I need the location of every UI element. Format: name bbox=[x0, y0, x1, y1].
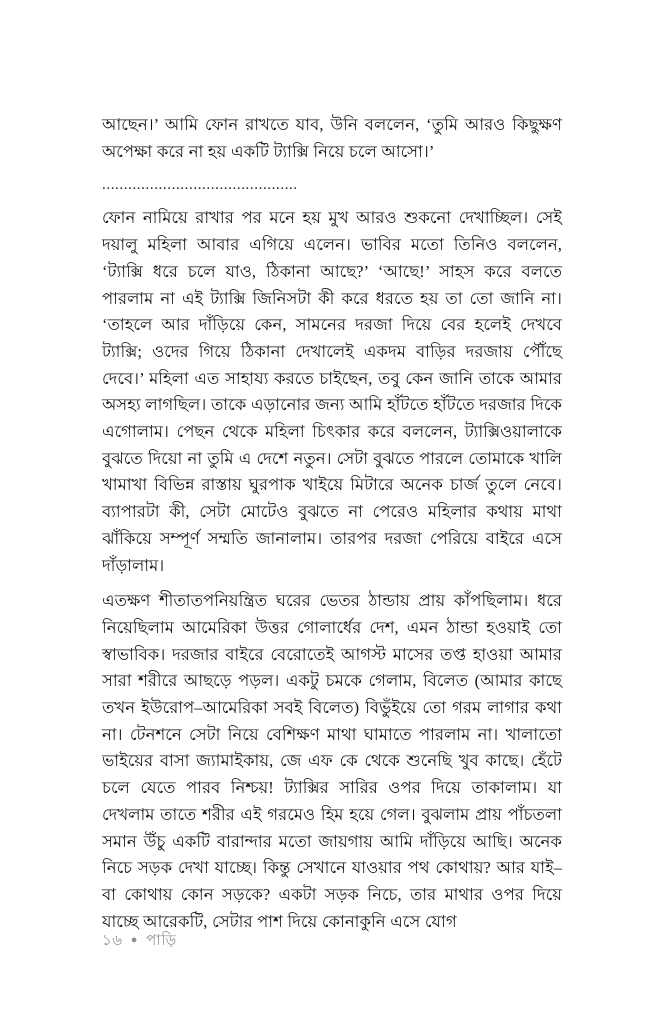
page-text-block bbox=[102, 112, 562, 935]
paragraph-3: এতক্ষণ শীতাতপনিয়ন্ত্রিত ঘরের ভেতর ঠান্ডায় প্রায় কাঁপছিলাম। ধরে নিয়েছিলাম আমেরিকা উত্তর গোলার্ধের দেশ, এমন ঠান্ডা হওয়াই তো স্বাভাবিক। দরজার বাইরে বেরোতেই আগস্ট মাসের তপ্ত হাওয়া আমার সারা শরীরে আছড়ে পড়ল। একটু চমকে গেলাম, বিলেত (আমার কাছে তখন ইউরোপ–আমেরিকা সবই বিলেত) বিভুঁইয়ে তো গরম লাগার কথা না। টেনশনে সেটা নিয়ে বেশিক্ষণ মাথা ঘামাতে পারলাম না। খালাতো ভাইয়ের বাসা জ্যামাইকায়, জে এফ কে থেকে শুনেছি খুব কাছে। হেঁটে চলে যেতে পারব নিশ্চয়! ট্যাক্সির সারির ওপর দিয়ে তাকালাম। যা দেখলাম তাতে শরীর এই গরমেও হিম হয়ে গেল। বুঝলাম প্রায় পাঁচতলা সমান উঁচু একটি বারান্দার মতো জায়গায় আমি দাঁড়িয়ে আছি। অনেক নিচে সড়ক দেখা যাচ্ছে। কিন্তু সেখানে যাওয়ার পথ কোথায়? আর যাই–বা কোথায় কোন সড়কে? একটা সড়ক নিচে, তার মাথার ওপর দিয়ে যাচ্ছে আরেকটি, সেটার পাশ দিয়ে কোনাকুনি এসে যোগ bbox=[102, 591, 562, 931]
folio-book-title: পাড়ি bbox=[146, 933, 177, 949]
folio-separator-dot: ● bbox=[130, 934, 138, 946]
paragraph-2: ফোন নামিয়ে রাখার পর মনে হয় মুখ আরও শুকনো দেখাচ্ছিল। সেই দয়ালু মহিলা আবার এগিয়ে এলেন। ভাবির মতো তিনিও বললেন, ‘ট্যাক্সি ধরে চলে যাও, ঠিকানা আছে?’ ‘আছে!’ সাহস করে বলতে পারলাম না এই ট্যাক্সি জিনিসটা কী করে ধরতে হয় তা তো জানি না। ‘তাহলে আর দাঁড়িয়ে কেন, সামনের দরজা দিয়ে বের হলেই দেখবে ট্যাক্সি; ওদের গিয়ে ঠিকানা দেখালেই একদম বাড়ির দরজায় পৌঁছে দেবে।’ মহিলা এত সাহায্য করতে চাইছেন, তবু কেন জানি তাকে আমার অসহ্য লাগছিল। তাকে এড়ানোর জন্য আমি হাঁটতে হাঁটতে দরজার দিকে এগোলাম। পেছন থেকে মহিলা চিৎকার করে বললেন, ট্যাক্সিওয়ালাকে বুঝতে দিয়ো না তুমি এ দেশে নতুন। সেটা বুঝতে পারলে তোমাকে খালি খামাখা বিভিন্ন রাস্তায় ঘুরপাক খাইয়ে মিটারে অনেক চার্জ তুলে নেবে। ব্যাপারটা কী, সেটা মোটেও বুঝতে না পেরেও মহিলার কথায় মাথা ঝাঁকিয়ে সম্পূর্ণ সম্মতি জানালাম। তারপর দরজা পেরিয়ে বাইরে এসে দাঁড়ালাম। bbox=[102, 208, 562, 575]
page-footer bbox=[102, 930, 562, 951]
paragraph-1: আছেন।’ আমি ফোন রাখতে যাব, উনি বললেন, ‘তুমি আরও কিছুক্ষণ অপেক্ষা করে না হয় একটি ট্যাক্সি নিয়ে চলে আসো।’ bbox=[102, 115, 562, 161]
folio-page-number: ১৬ bbox=[102, 933, 123, 949]
paragraph-gap bbox=[102, 579, 562, 588]
dotted-rule: ............................................. bbox=[102, 177, 298, 193]
section-separator bbox=[102, 165, 562, 205]
